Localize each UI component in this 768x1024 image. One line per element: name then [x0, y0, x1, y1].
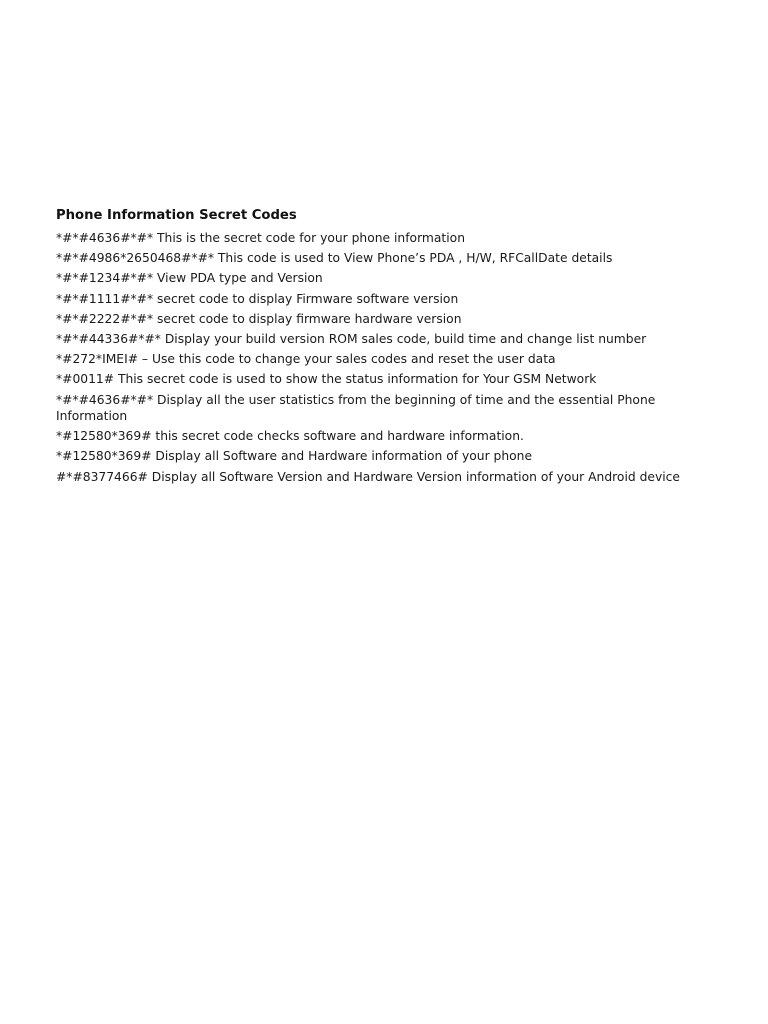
list-item: *#0011# This secret code is used to show the status information for Your GSM Network [56, 372, 597, 387]
page-title: Phone Information Secret Codes [56, 208, 297, 223]
list-item: *#*#2222#*#* secret code to display firmware hardware version [56, 311, 462, 326]
list-item: *#*#1111#*#* secret code to display Firmware software version [56, 291, 459, 306]
list-item: *#*#4986*2650468#*#* This code is used to View Phone’s PDA , H/W, RFCallDate details [56, 251, 613, 266]
secret-code-list [56, 230, 708, 485]
list-item: *#*#1234#*#* View PDA type and Version [56, 271, 323, 286]
list-item: *#*#44336#*#* Display your build version ROM sales code, build time and change list number [56, 331, 647, 346]
list-item: *#272*IMEI# – Use this code to change your sales codes and reset the user data [56, 352, 556, 367]
document-content [56, 207, 708, 489]
list-item: *#*#4636#*#* Display all the user statistics from the beginning of time and the essential Phone Information [56, 392, 656, 423]
list-item: *#*#4636#*#* This is the secret code for your phone information [56, 231, 465, 245]
list-item: *#12580*369# Display all Software and Hardware information of your phone [56, 449, 533, 464]
list-item: *#12580*369# this secret code checks software and hardware information. [56, 429, 524, 444]
list-item: #*#8377466# Display all Software Version and Hardware Version information of your Android device [56, 469, 680, 484]
